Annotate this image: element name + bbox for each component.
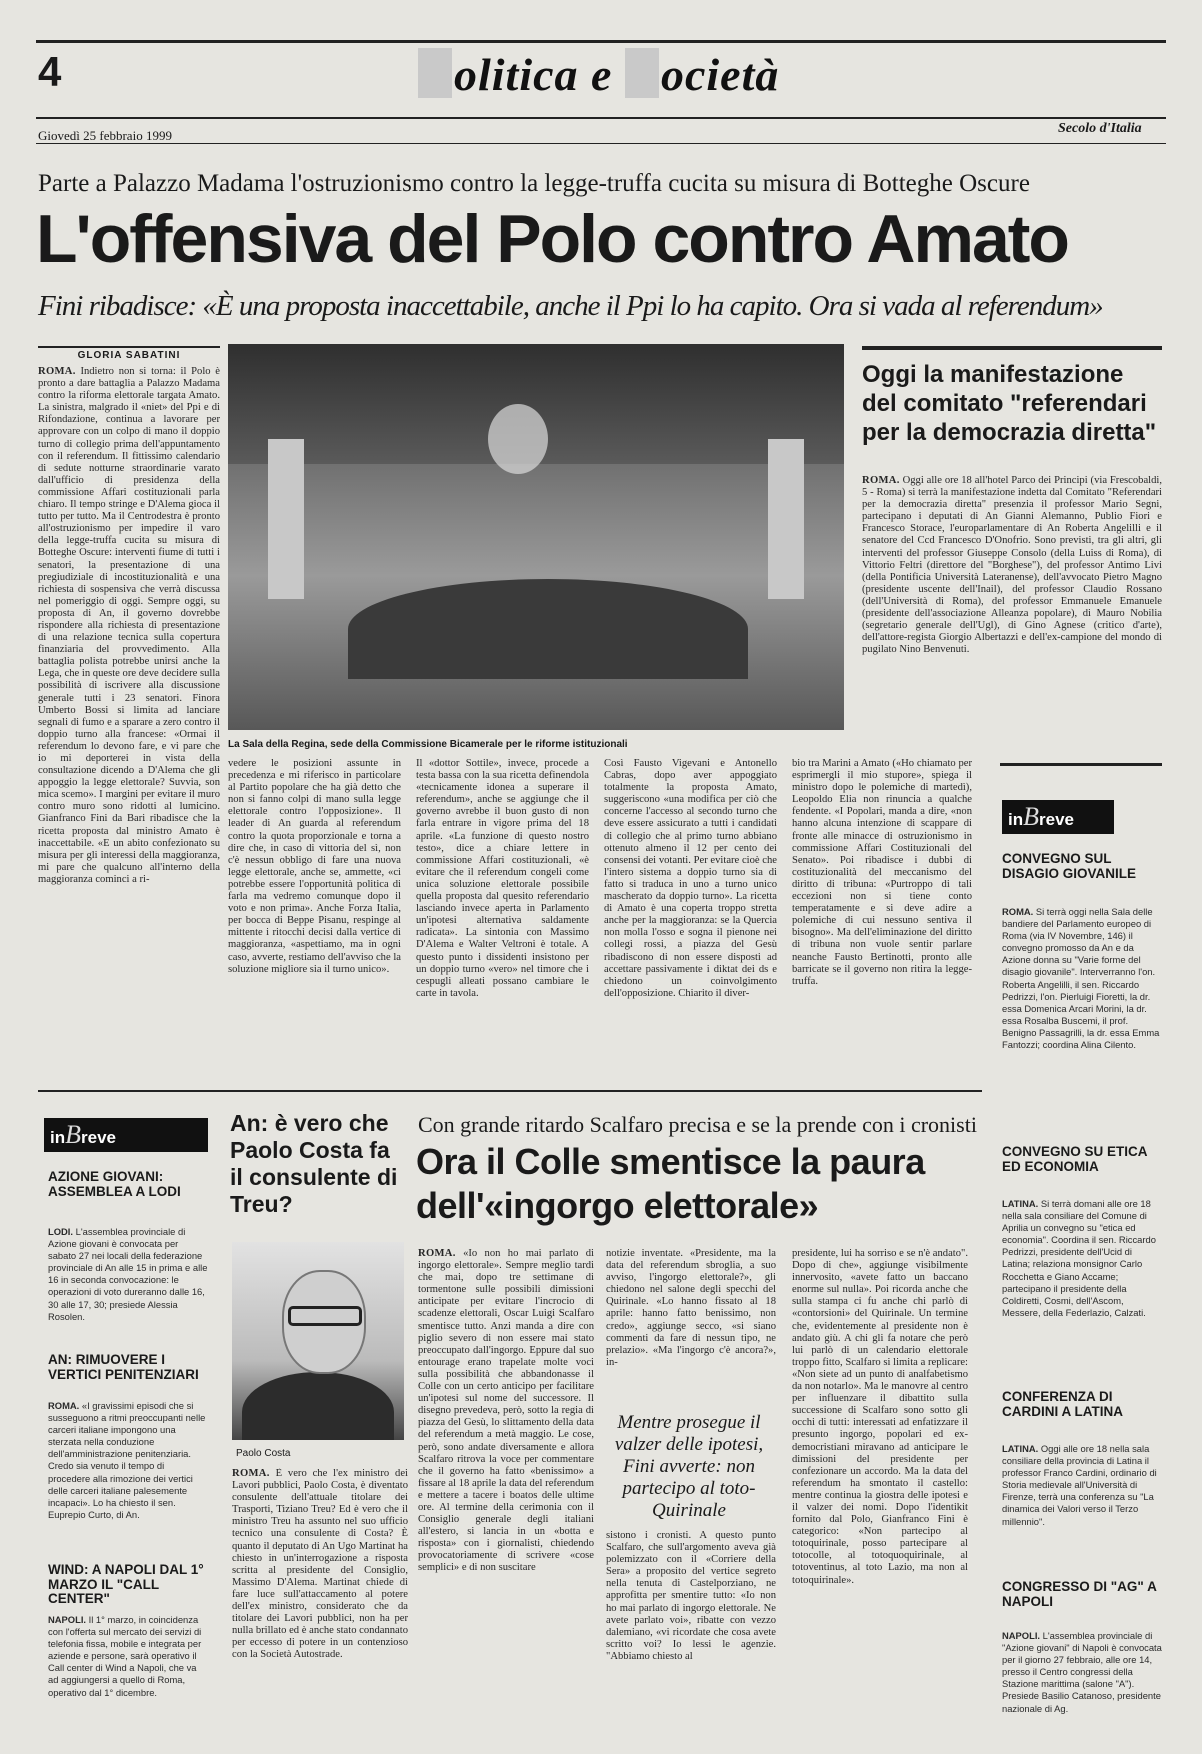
breve-right-rule — [1000, 763, 1162, 766]
breve-right-1-title: CONVEGNO SUL DISAGIO GIOVANILE — [1002, 851, 1137, 881]
colle-column-2a: notizie inventate. «Presidente, ma la data del referendum sbroglia, a suo avviso, l'ingorgo elettorale?», gli chiedono nel salone degli specchi del Quirinale. «Lo hanno fissato al 18 aprile: hanno fatto benissimo, non credo», aggiunge secco, «si siano commenti da fare di nessun tipo, ne prelazio». «Ma l'ingorgo c'è ancora?», in- — [606, 1248, 776, 1368]
sidebar-body: Oggi alle ore 18 all'hotel Parco dei Principi (via Frescobaldi, 5 - Roma) si terrà la manifestazione indetta dal Comitato "Referendari per la democrazia diretta" presenzia il professor Mario Segni, partecipano i deputati di An Gianni Alemanno, Publio Fiori e Francesco Storace, l'europarlamentare di An Roberta Angelilli e il senatore del Ccd Francesco D'Onofrio. Sono previsti, tra gli altri, gli interventi del professor Giuseppe Consolo (della Luiss di Roma), di Vittorio Feltri (direttore del "Borghese"), del professor Antimo Livi (della Pontificia Università Lateranense), dell'avvocato Pietro Magno (presidente uscente dell'Inail), del professor Claudio Rossano (dell'Università di Roma), del professor Emmanuele Emanuele (presidente dell'associazione Alleanza popolare), di Mauro Nobilia (segretario generale dell'Ugl), di Gino Agnese (critico d'arte), dell'attore-regista Giorgio Albertazzi e dell'ex-campione del mondo di pugilato Nino Benvenuti. — [862, 475, 1162, 656]
breve-right-3-text: LATINA. Oggi alle ore 18 nella sala consiliare della provincia di Latina il professor Franco Cardini, ordinario di Storia medievale all'Università di Firenze, terrà una conferenza su "La dinamica dei Valori verso il Terzo millennio". — [1002, 1443, 1157, 1527]
breve-left-3-text: NAPOLI. Il 1° marzo, in coincidenza con l'offerta sul mercato dei servizi di telefonia fissa, mobile e integrata per aziende e persone, sarà operativo il Call center di Wind a Napoli, che va ad aggiungersi a quello di Roma, operativo dal 1° dicembre. — [48, 1614, 202, 1698]
colle-column-3: presidente, lui ha sorriso e se n'è andato". Dopo di che», aggiunge visibilmente innervosito, «avete fatto un baccano enorme sul nulla». Poi ricorda anche che sulla stampa ci fu anche chi parlò di «contorsioni» del Quirinale. Un termine che, evidentemente al presidente non è andato giù. A chi gli fa notare che però lui parlò di un calendario elettorale troppo fitto, Scalfaro si limita a replicare: «Non siete ad un punto di analfabetismo da non notarlo». Ma le manovre al centro per influenzare il dibattito sulla successione di Scalfaro sono sotto gli occhi di tutti: interessati ad enfatizzare il presunto ingorgo, popolari ed ex-democristiani miravano ad anticipare le dimissioni del presidente per confezionare un accordo. Ma la data del referendum ha smontato il castello: mentre continua la giostra delle ipotesi e il valzer dei nomi. Dopo l'identikit fornito dal Polo, Gianfranco Fini è categorico: «Non partecipo al totoquirinale, posso partecipare al totocolle, al totoquoquirinale, al totoventinus, al toto Lazio, ma non al totoquirinale». — [792, 1248, 968, 1586]
paolo-costa-photo — [232, 1242, 404, 1440]
photo-chandelier — [488, 404, 548, 474]
sala-regina-photo — [228, 344, 844, 730]
page-number: 4 — [38, 48, 62, 95]
photo-window-right — [768, 439, 804, 599]
breve-left-2-title: AN: RIMUOVERE I VERTICI PENITENZIARI — [48, 1352, 199, 1382]
section-title-part1: olitica e — [454, 49, 625, 100]
breve-left-1-text: LODI. L'assemblea provinciale di Azione giovani è convocata per sabato 27 nei locali della federazione provinciale di An alle 15 in prima e alle 16 in seconda convocazione: le operazioni di voto dureranno dalle 16, 30 alle 17, 30; presiede Alessia Rosolen. — [48, 1226, 208, 1322]
lead-column-1 — [38, 366, 220, 1080]
photo-table — [348, 579, 748, 679]
lead-deck: Fini ribadisce: «È una proposta inaccettabile, anche il Ppi lo ha capito. Ora si vada al referendum» — [38, 290, 1103, 322]
colle-headline: Ora il Colle smentisce la paura dell'«ingorgo elettorale» — [416, 1141, 925, 1226]
portrait-glasses — [288, 1306, 362, 1326]
breve-right-label: inBreve — [1002, 800, 1114, 834]
lead-column-3: Il «dottor Sottile», invece, procede a testa bassa con la sua ricetta definendola «tecnicamente idonea a superare il referendum», anche se aggiunge che il governo avrebbe il buon gusto di non farla entrare in vigore prima del 18 aprile. «La funzione di questo nostro testo», dice a chiare lettere in commissione Affari costituzionali, «è evitare che il referendum congeli come unica soluzione elettorale possibile quella proposta dal quesito referendario lasciando invece aperta in Parlamento un'ipotesi alternativa saldamente radicata». La sintonia con Massimo D'Alema e Walter Veltroni è totale. A questo punto i dissidenti insistono per un doppio turno «vero» nel timore che i cespugli alleati possano cambiare le carte in tavola. — [416, 758, 589, 999]
sidebar-headline: Oggi la manifestazione del comitato "referendari per la democrazia diretta" — [862, 361, 1157, 446]
costa-headline: An: è vero che Paolo Costa fa il consulente di Treu? — [230, 1110, 398, 1217]
byline: GLORIA SABATINI — [77, 350, 181, 361]
breve-right-4-title: CONGRESSO DI "AG" A NAPOLI — [1002, 1579, 1157, 1609]
breve-right-3-title: CONFERENZA DI CARDINI A LATINA — [1002, 1389, 1123, 1419]
header-rule-top — [36, 40, 1166, 43]
section-initial-p — [418, 48, 452, 98]
colle-kicker: Con grande ritardo Scalfaro precisa e se la prende con i cronisti — [418, 1112, 977, 1137]
lower-divider — [38, 1090, 982, 1092]
masthead: Secolo d'Italia — [1058, 121, 1142, 136]
breve-right-2-text: LATINA. Si terrà domani alle ore 18 nella sala consiliare del Comune di Aprilia un convegno su "etica ed economia". Coordina il sen. Riccardo Pedrizzi, presidente dell'Ucid di Latina; relaziona monsignor Carlo Rocchetta e Giano Accame; partecipano il presidente della Coldiretti, Cosmi, dell'Ascom, Messere, della Federlazio, Calzati. — [1002, 1198, 1156, 1318]
costa-photo-caption: Paolo Costa — [236, 1448, 291, 1459]
breve-left-1-title: AZIONE GIOVANI: ASSEMBLEA A LODI — [48, 1169, 181, 1199]
lead-kicker: Parte a Palazzo Madama l'ostruzionismo contro la legge-truffa cucita su misura di Botteghe Oscure — [38, 170, 1030, 197]
header-rule-under-date — [36, 143, 1166, 144]
breve-right-2-title: CONVEGNO SU ETICA ED ECONOMIA — [1002, 1144, 1148, 1174]
issue-date: Giovedì 25 febbraio 1999 — [38, 128, 172, 143]
breve-right-4-text: NAPOLI. L'assemblea provinciale di "Azione giovani" di Napoli è convocata per il giorno 27 febbraio, alle ore 14, presso il Centro congressi della Stazione marittima (salone "A"). Presiede Basilio Catanoso, presidente nazionale di Ag. — [1002, 1630, 1162, 1714]
section-title-part2: ocietà — [660, 49, 780, 100]
breve-right-1-text: ROMA. Si terrà oggi nella Sala delle bandiere del Parlamento europeo di Roma (via IV Novembre, 146) il convegno promosso da An e da Azione donna su "Varie forme del disagio giovanile". Interverranno l'on. Roberta Angelilli, il sen. Riccardo Pedrizzi, l'on. Pierluigi Fioretti, la dr. essa Domenica Arcari Morini, la dr. essa Rosalba Buscemi, il prof. Benigno Passagrilli, la dr. essa Emma Fantozzi; coordina Alina Cilento. — [1002, 906, 1160, 1051]
lead-headline: L'offensiva del Polo contro Amato — [36, 201, 1068, 277]
section-initial-s — [625, 48, 659, 98]
breve-left-3-title: WIND: A NAPOLI DAL 1° MARZO IL "CALL CENTER" — [48, 1562, 204, 1606]
sidebar-dateline: ROMA. — [862, 475, 900, 486]
header-rule-bottom — [36, 117, 1166, 119]
costa-text: ROMA. È vero che l'ex ministro dei Lavori pubblici, Paolo Costa, è diventato consulente dell'attuale titolare dei Trasporti, Tiziano Treu? Ed è vero che il ministro Treu ha assunto nel suo ufficio tecnico una consulente di Costa? È quanto il deputato di An Ugo Martinat ha chiesto in un'interrogazione a risposta scritta al presidente del Consiglio, Massimo D'Alema. Martinat chiede di fare luce sull'attaccamento al potere dell'ex ministro, considerato che da titolare dei Lavori pubblici, non ha per nulla brillato ed è anche stato condannato per eccesso di potere in un contenzioso con la Società Autostrade. — [232, 1468, 408, 1661]
sidebar-rule — [862, 346, 1162, 350]
portrait-suit — [242, 1372, 394, 1440]
colle-pull-quote: Mentre prosegue il valzer delle ipotesi, Fini avverte: non partecipo al toto-Quirinale — [614, 1412, 764, 1521]
lead-column-2: vedere le posizioni assunte in precedenza e mi riferisco in particolare al Partito popolare che ha già detto che non si fanno colpi di mano sulla legge elettorale contro l'opposizione». Il leader di An guarda al referendum contro la quota proporzionale e torna a dire che, in caso di vittoria del sì, non c'è nessun obbligo di fare una nuova legge elettorale, anche se, ammette, «ci potrebbe essere l'opportunità politica di farla ma vedremo comunque dopo il voto e non prima». Anche Forza Italia, per bocca di Beppe Pisanu, respinge al mittente i ritocchi decisi dalla vertice di maggioranza, «aspettiamo, ma in ogni caso, avverte, restiamo dell'avviso che la soluzione migliore sia il turno unico». — [228, 758, 401, 975]
breve-left-label: inBreve — [44, 1118, 208, 1152]
sidebar-text — [862, 475, 1162, 731]
breve-left-2-text: ROMA. «I gravissimi episodi che si susseguono a ritmi preoccupanti nelle carceri italiane impongono una sterzata nella conduzione dell'amministrazione penitenziaria. Credo sia venuto il tempo di procedere alla rimozione dei vertici delle carceri italiane palesemente incapaci». Lo ha chiesto il sen. Euprepio Curto, di An. — [48, 1400, 206, 1520]
photo-caption: La Sala della Regina, sede della Commissione Bicamerale per le riforme istituzionali — [228, 739, 628, 750]
lead-column-4: Così Fausto Vigevani e Antonello Cabras, dopo aver appoggiato totalmente la proposta Amato, suggeriscono «una modifica per ciò che concerne l'accesso al secondo turno che deve essere assicurato a tutti i candidati di collegio che al primo turno abbiano ottenuto almeno il 12 per cento dei consensi dei votanti. Per evitare cioè che l'intero sistema a doppio turno sia di fatto si traduca in uno a turno unico mascherato da doppio turno». La ricetta di Amato è una coperta troppo stretta anche per la maggioranza: se la Quercia non molla l'osso e sogna il pienone nei collegi rossi, a piazza del Gesù ribadiscono di non essere disposti ad accettare passivamente i diktat dei ds e chiedono un coinvolgimento dell'opposizione. Chiarito il diver- — [604, 758, 777, 999]
lead-column-5: bio tra Marini a Amato («Ho chiamato per esprimergli il mio stupore», spiega il ministro dopo le polemiche di martedì), Leopoldo Elia non rinuncia a qualche fendente. «I Popolari, manda a dire, «non hanno alcuna intenzione di scappare di fronte alle minacce di ostruzionismo in commissione Affari Costituzionali del Senato». Poi ribadisce i dubbi di costituzionalità del meccanismo del diritto di tribuna: «Purtroppo di tali eccezioni non si tiene conto temperatamente e si deve adire a polemiche di cui nessuno sentiva il bisogno». Ma dell'eliminazione del diritto di tribuna non vuole sentir parlare neanche Fausto Bertinotti, pronto alle barricate se il governo non ritira la legge-truffa. — [792, 758, 972, 987]
dateline: ROMA. — [38, 366, 76, 377]
colle-column-1: ROMA. «Io non ho mai parlato di ingorgo elettorale». Sempre meglio tardi che mai, dopo tre settimane di tormentone sulle possibili dimissioni anticipate per evitare l'incrocio di scadenze elettorali, Oscar Luigi Scalfaro smentisce tutto. Anzi manda a dire con piglio severo di non essere mai stato preoccupato dall'ingorgo. Eppure dal suo entourage erano trapelate molte voci sulla possibilità che abbandonasse il Colle con un certo anticipo per facilitare un'ipotesi sul nome del successore. Il disegno prevedeva, però, sotto la regia di piazza del Gesù, lo slittamento della data del referendum a metà maggio. Le cose, però, sono andate diversamente e allora Scalfaro ritrova la voce per commentare che il governo ha fatto «benissimo» a fissare al 18 aprile la data del referendum e mettere a tacere i boatos delle ultime ore. Al termine della cerimonia con il Consiglio generale degli italiani all'estero, si lancia in un «botta e risposta» con i giornalisti, chiedendo provocatoriamente di scrivere «cose semplici» e di non suscitare — [418, 1248, 594, 1574]
byline-rule — [38, 346, 220, 348]
colle-column-2b: sistono i cronisti. A questo punto Scalfaro, che sull'argomento aveva già polemizzato con il «Corriere della Sera» a proposito del vertice segreto nella tenuta di Castelporziano, ne approfitta per smentire tutto: «Io non ho mai parlato di ingorgo elettorale. Ne avete parlato voi», ribatte con vezzo dalemiano, «vi ricordate che cosa avete scritto voi? Io lessi le agenzie. "Abbiamo chiesto al — [606, 1530, 776, 1662]
lead-column-1-text: Indietro non si torna: il Polo è pronto a dare battaglia a Palazzo Madama contro la riforma elettorale targata Amato. La sinistra, malgrado il «niet» del Ppi e di Rifondazione, continua a lavorare per approvare con un colpo di mano il doppio turno di collegio prima dell'appuntamento con il referendum. Il fittissimo calendario di sedute notturne straordinarie varato dall'ufficio di presidenza della commissione Affari costituzionali parla chiaro. Il tempo stringe e D'Alema gioca il tutto per tutto. Ma il Centrodestra è pronto all'ostruzionismo per impedire il varo della legge-truffa cucita su misura di Botteghe Oscure: interventi fiume di tutti i senatori, la presentazione di una pregiudiziale di incostituzionalità e una richiesta di sospensiva che verrà discussa nel pomeriggio di oggi. Sempre oggi, su proposta di An, il governo dovrebbe rispondere alla richiesta di presentazione di una relazione tecnica sulla copertura finanziaria del provvedimento. Alla battaglia polista potrebbe unirsi anche la Lega, che in queste ore deve decidere sulla possibilità di iscrivere alla discussione generale tutti i 23 senatori. Finora Umberto Bossi si limita ad lanciare segnali di fumo e a sparare a zero contro il doppio turno alla francese: «Ormai il referendum lo devono fare, e vi pare che io mi deporterei in vista della consultazione dicendo a D'Alema che gli appoggio la legge elettorale? Suvvia, son mica scemo». I margini per evitare il muro contro muro sono ridotti al lumicino. Gianfranco Fini da Bari ribadisce che la ricetta proposta dal ministro Amato è inaccettabile. «E un abito confezionato su misura per gli interessi della maggioranza, mi pare che qualcuno all'interno della maggioranza cominci a ri- — [38, 366, 220, 885]
section-title — [418, 48, 779, 101]
photo-window-left — [268, 439, 304, 599]
